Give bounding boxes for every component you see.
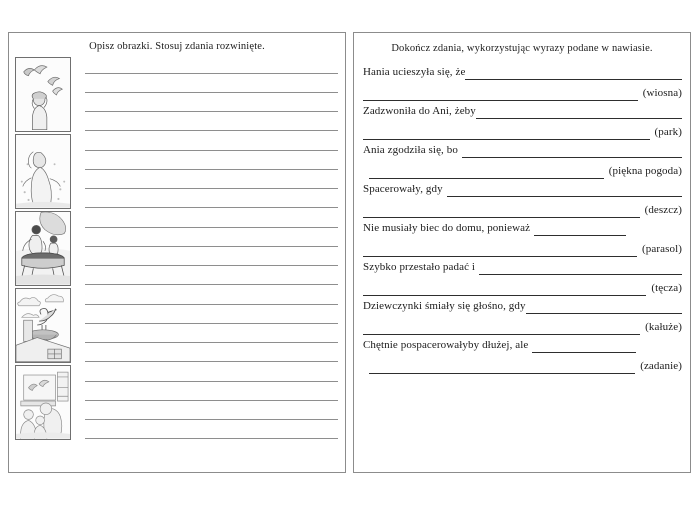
answer-blank[interactable]	[363, 128, 650, 140]
picture-row	[14, 57, 341, 133]
answer-blank[interactable]	[363, 323, 640, 335]
sentence-prompt: Nie musiały biec do domu, ponieważ	[363, 222, 531, 234]
sentence-completion-list	[363, 65, 682, 377]
hint-word: (parasol)	[642, 243, 682, 255]
sentence-item	[363, 65, 682, 102]
writing-lines[interactable]	[85, 136, 338, 209]
children-on-trampoline-icon	[16, 212, 70, 285]
picture-row	[14, 365, 341, 441]
picture-row	[14, 211, 341, 287]
sentence-item	[363, 299, 682, 336]
family-watching-tv-icon	[16, 366, 70, 439]
picture-row	[14, 288, 341, 364]
sentence-item	[363, 143, 682, 180]
sentence-prompt: Dziewczynki śmiały się głośno, gdy	[363, 300, 526, 312]
sentence-prompt: Ania zgodziła się, bo	[363, 144, 458, 156]
left-exercise-panel	[8, 32, 346, 473]
picture-description-rows	[14, 57, 341, 442]
answer-blank[interactable]	[369, 167, 604, 179]
answer-blank[interactable]	[363, 206, 640, 218]
picture-frame-children-on-trampoline	[15, 211, 71, 286]
writing-lines[interactable]	[85, 367, 338, 440]
answer-blank[interactable]	[447, 185, 682, 197]
sentence-prompt: Chętnie pospacerowałyby dłużej, ale	[363, 339, 529, 351]
writing-lines[interactable]	[85, 59, 338, 132]
sentence-prompt: Szybko przestało padać i	[363, 261, 476, 273]
hint-word: (wiosna)	[642, 87, 682, 99]
hint-word: (zadanie)	[640, 360, 682, 372]
sentence-item	[363, 182, 682, 219]
picture-row	[14, 134, 341, 210]
picture-frame-girl-in-meadow	[15, 134, 71, 209]
writing-lines[interactable]	[85, 213, 338, 286]
answer-blank[interactable]	[534, 224, 626, 236]
answer-blank[interactable]	[462, 146, 682, 158]
answer-blank[interactable]	[526, 302, 682, 314]
answer-blank[interactable]	[532, 341, 636, 353]
sentence-item	[363, 260, 682, 297]
answer-blank[interactable]	[369, 362, 635, 374]
answer-blank[interactable]	[363, 245, 637, 257]
hint-word: (park)	[654, 126, 682, 138]
girl-in-meadow-icon	[16, 135, 70, 208]
right-panel-title: Dokończ zdania, wykorzystując wyrazy podane w nawiasie.	[391, 43, 653, 54]
hint-word: (tęcza)	[651, 282, 682, 294]
right-exercise-panel	[353, 32, 691, 473]
girl-watching-birds-icon	[16, 58, 70, 131]
sentence-prompt: Spacerowały, gdy	[363, 183, 443, 195]
hint-word: (deszcz)	[644, 204, 682, 216]
answer-blank[interactable]	[465, 68, 682, 80]
picture-frame-family-watching-tv	[15, 365, 71, 440]
answer-blank[interactable]	[479, 263, 682, 275]
picture-frame-girl-watching-birds	[15, 57, 71, 132]
sentence-item	[363, 338, 682, 375]
hint-word: (piękna pogoda)	[608, 165, 682, 177]
writing-lines[interactable]	[85, 290, 338, 363]
sentence-prompt: Zadzwoniła do Ani, żeby	[363, 105, 476, 117]
answer-blank[interactable]	[363, 89, 638, 101]
left-panel-title: Opisz obrazki. Stosuj zdania rozwinięte.	[89, 41, 265, 52]
hint-word: (kałuże)	[645, 321, 682, 333]
answer-blank[interactable]	[476, 107, 682, 119]
sentence-item	[363, 221, 682, 258]
sentence-item	[363, 104, 682, 141]
answer-blank[interactable]	[363, 284, 646, 296]
stork-nest-on-roof-icon	[16, 289, 70, 362]
sentence-prompt: Hania ucieszyła się, że	[363, 66, 466, 78]
picture-frame-stork-nest-on-roof	[15, 288, 71, 363]
